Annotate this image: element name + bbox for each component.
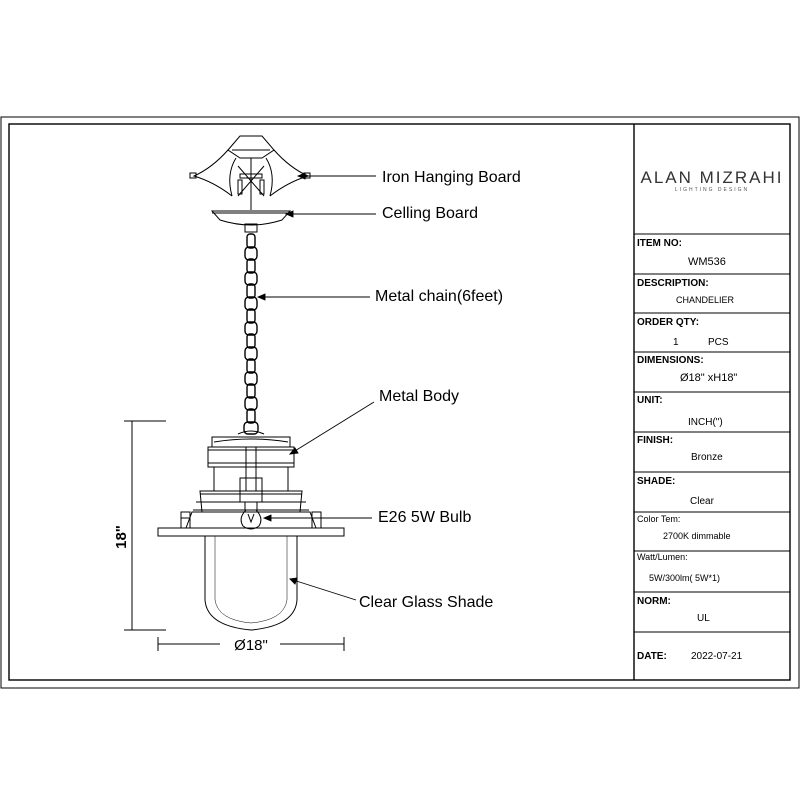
ceiling-board	[212, 211, 290, 232]
brand-tagline: LIGHTING DESIGN	[674, 187, 750, 193]
shade-value: Clear	[690, 496, 714, 507]
watt-lumen-value: 5W/300lm( 5W*1)	[649, 573, 721, 583]
unit-value: INCH(")	[688, 417, 723, 428]
color-temp-value: 2700K dimmable	[663, 531, 731, 541]
callout-bulb: E26 5W Bulb	[378, 509, 472, 526]
callout-glass-shade: Clear Glass Shade	[359, 594, 494, 611]
iron-hanging-board	[190, 136, 310, 210]
unit-label: UNIT:	[637, 395, 663, 406]
order-qty-value: 1	[673, 337, 679, 348]
diameter-dimension-label: Ø18"	[234, 637, 268, 654]
height-dimension-label: 18"	[113, 525, 130, 549]
item-no-value: WM536	[688, 256, 726, 268]
finish-value: Bronze	[691, 452, 723, 463]
metal-chain	[244, 234, 258, 434]
norm-label: NORM:	[637, 596, 671, 607]
date-value: 2022-07-21	[691, 651, 743, 662]
item-no-label: ITEM NO:	[637, 238, 682, 249]
callout-iron-hanging-board: Iron Hanging Board	[382, 169, 521, 186]
watt-lumen-label: Watt/Lumen:	[637, 552, 688, 562]
norm-value: UL	[697, 613, 710, 624]
callout-metal-chain: Metal chain(6feet)	[375, 288, 504, 305]
dimensions-label: DIMENSIONS:	[637, 355, 704, 366]
callout-ceiling-board: Celling Board	[382, 205, 479, 222]
color-temp-label: Color Tem:	[637, 514, 681, 524]
finish-label: FINISH:	[637, 435, 674, 446]
dimensions-value: Ø18" xH18"	[680, 372, 738, 384]
callout-metal-body: Metal Body	[379, 388, 460, 405]
order-qty-unit: PCS	[708, 337, 729, 348]
shade-label: SHADE:	[637, 476, 676, 487]
bulb	[241, 502, 261, 529]
description-label: DESCRIPTION:	[637, 278, 709, 289]
glass-shade	[205, 536, 297, 630]
description-value: CHANDELIER	[676, 295, 735, 305]
date-label: DATE:	[637, 651, 667, 662]
order-qty-label: ORDER QTY:	[637, 317, 700, 328]
lamp-drawing	[158, 136, 344, 630]
metal-body	[158, 431, 344, 536]
brand-logo: ALAN MIZRAHI	[640, 168, 784, 187]
